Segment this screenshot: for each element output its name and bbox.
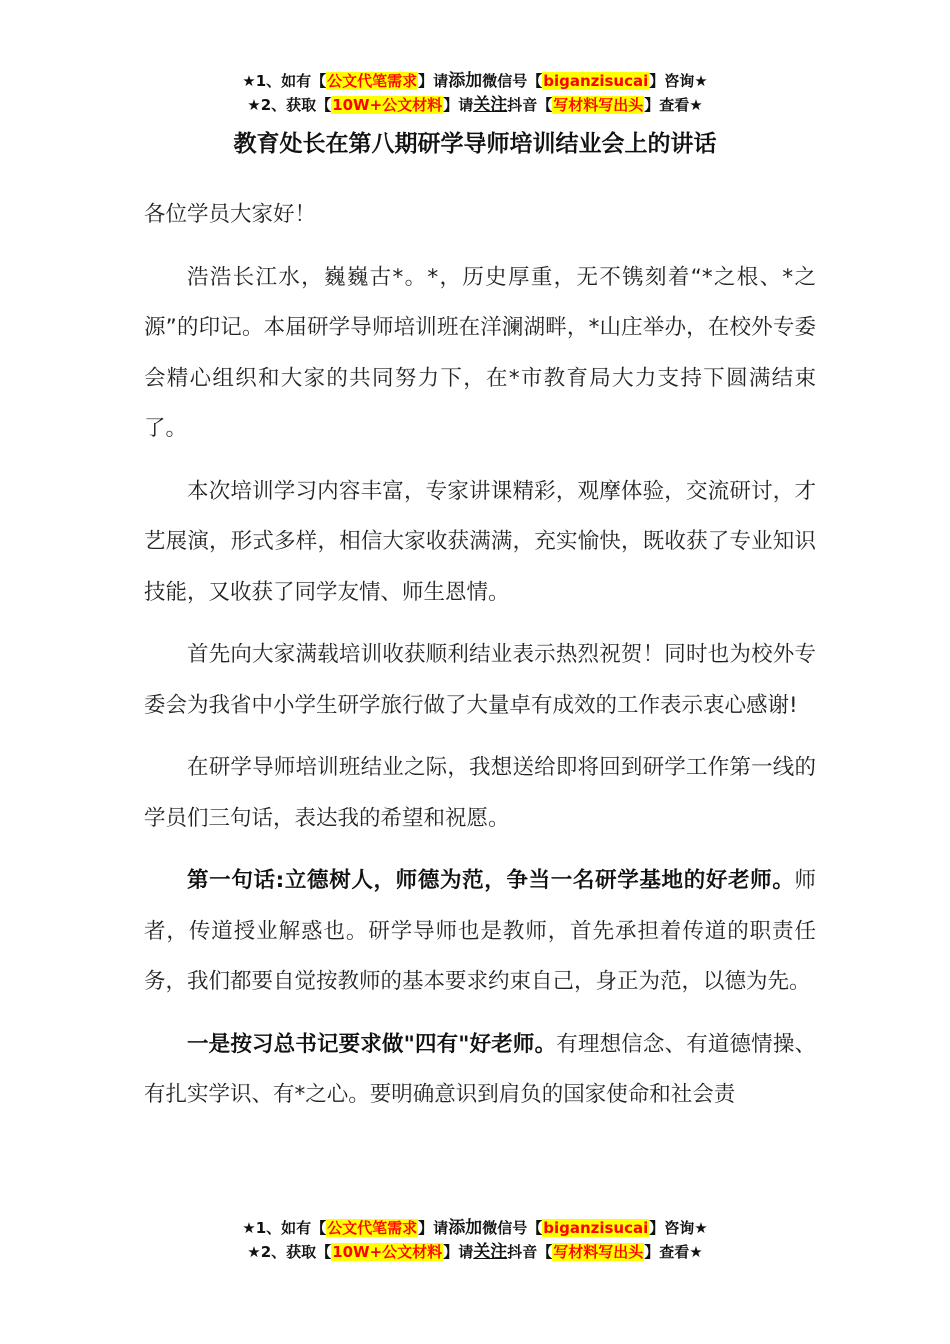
- paragraph: 首先向大家满载培训收获顺利结业表示热烈祝贺！同时也为校外专委会为我省中小学生研学旅行做了大量卓有成效的工作表示衷心感谢!: [144, 642, 816, 718]
- banner-emphasis: 关注: [473, 95, 508, 115]
- banner-text: 】咨询★: [649, 72, 708, 90]
- paragraph: [144, 1020, 816, 1121]
- banner-text: ★2、获取【: [247, 96, 332, 114]
- banner-text: 】请: [443, 1243, 474, 1261]
- banner-highlight: 10W+公文材料: [332, 1243, 443, 1261]
- banner-text: 】咨询★: [649, 1219, 708, 1237]
- banner-line-1: [0, 1216, 950, 1240]
- paragraph: 本次培训学习内容丰富，专家讲课精彩，观摩体验，交流研讨，才艺展演，形式多样，相信大家收获满满，充实愉快，既收获了专业知识技能，又收获了同学友情、师生恩情。: [144, 478, 816, 605]
- banner-highlight: 公文代笔需求: [327, 1219, 418, 1237]
- banner-text: ★1、如有【: [242, 1219, 327, 1237]
- greeting: 各位学员大家好！: [144, 202, 317, 227]
- banner-text: 微信号【: [482, 72, 543, 90]
- banner-text: 】请: [418, 1219, 449, 1237]
- paragraph-text: 师者，传道授业解惑也。研学导师也是教师，首先承担着传道的职责任务，我们都要自觉按教师的基本要求约束自己，身正为范，以德为先。: [144, 868, 816, 994]
- header-banner: [0, 69, 950, 117]
- banner-highlight: 写材料写出头: [553, 1243, 644, 1261]
- footer-banner: [0, 1216, 950, 1264]
- banner-line-2: [0, 1240, 950, 1264]
- banner-emphasis: 关注: [473, 1242, 508, 1262]
- banner-text: ★1、如有【: [242, 72, 327, 90]
- banner-text: ★2、获取【: [247, 1243, 332, 1261]
- banner-text: 】查看★: [644, 1243, 703, 1261]
- banner-emphasis: 添加: [448, 71, 483, 91]
- paragraph-heading: 一是按习总书记要求做"四有"好老师。: [187, 1031, 557, 1057]
- banner-text: 抖音【: [507, 96, 553, 114]
- banner-text: 抖音【: [507, 1243, 553, 1261]
- banner-highlight: 写材料写出头: [553, 96, 644, 114]
- banner-highlight: biganzisucai: [543, 72, 649, 90]
- banner-line-1: [0, 69, 950, 93]
- banner-text: 】请: [418, 72, 449, 90]
- banner-highlight: biganzisucai: [543, 1219, 649, 1237]
- banner-highlight: 10W+公文材料: [332, 96, 443, 114]
- banner-text: 微信号【: [482, 1219, 543, 1237]
- paragraph-heading: 第一句话:立德树人，师德为范，争当一名研学基地的好老师。: [187, 868, 795, 893]
- document-title: 教育处长在第八期研学导师培训结业会上的讲话: [233, 131, 717, 157]
- banner-highlight: 公文代笔需求: [327, 72, 418, 90]
- banner-line-2: [0, 93, 950, 117]
- banner-text: 】查看★: [644, 96, 703, 114]
- banner-text: 】请: [443, 96, 474, 114]
- paragraph: 在研学导师培训班结业之际，我想送给即将回到研学工作第一线的学员们三句话，表达我的希望和祝愿。: [144, 755, 816, 831]
- paragraph: 浩浩长江水，巍巍古*。*，历史厚重，无不镌刻着“*之根、*之源”的印记。本届研学导师培训班在洋澜湖畔，*山庄举办，在校外专委会精心组织和大家的共同努力下，在*市教育局大力支持下圆满结束了。: [144, 264, 816, 441]
- paragraph: [144, 856, 816, 1008]
- paragraph-text: 有理想信念、有道德情操、有扎实学识、有*之心。要明确意识到肩负的国家使命和社会责: [144, 1031, 816, 1107]
- document-body: [144, 190, 816, 1133]
- banner-emphasis: 添加: [448, 1218, 483, 1238]
